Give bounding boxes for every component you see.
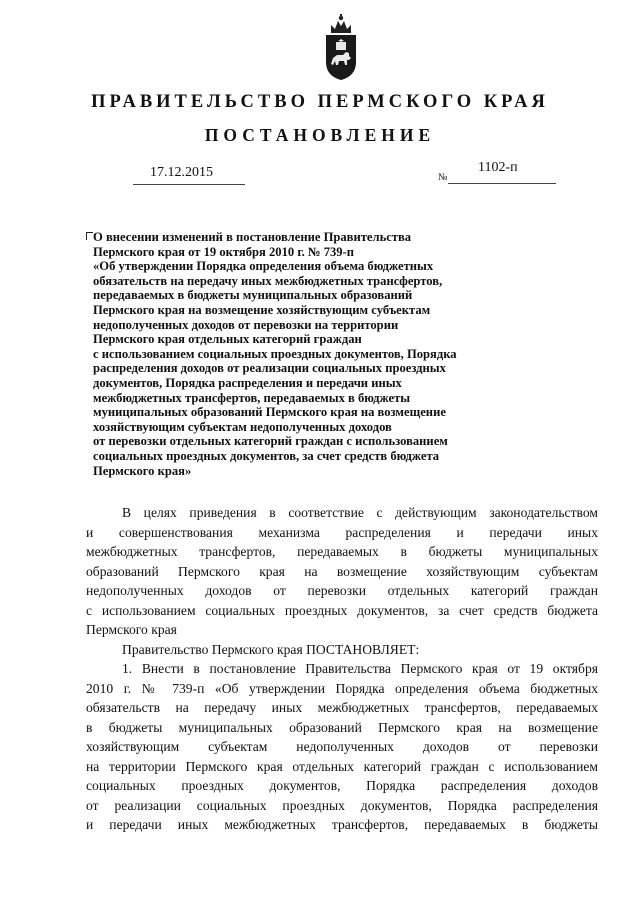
resolves-line: Правительство Пермского края ПОСТАНОВЛЯЕТ:: [122, 641, 420, 657]
subject-line: Пермского края на возмещение хозяйствующим субъектам: [93, 302, 431, 317]
subject-line: распределения доходов от реализации социальных проездных: [93, 361, 446, 376]
subject-line: О внесении изменений в постановление Правительства: [93, 230, 412, 244]
subject-line: Пермского края отдельных категорий граждан: [93, 332, 362, 347]
item1-line: от реализации социальных проездных документов, Порядка распределения: [86, 797, 598, 813]
subject-line: муниципальных образований Пермского края на возмещение: [93, 405, 446, 420]
item1-line: хозяйствующим субъектам недополученных доходов от перевозки: [86, 739, 598, 754]
subject-line: Пермского края от 19 октября 2010 г. № 739-п: [93, 244, 355, 259]
document-type-title: ПОСТАНОВЛЕНИЕ: [204, 125, 436, 145]
subject-line: с использованием социальных проездных документов, Порядка: [93, 346, 457, 361]
subject-line: недополученных доходов от перевозки на территории: [93, 317, 399, 332]
preamble-line: образований Пермского края на возмещение хозяйствующим субъектам: [86, 563, 598, 579]
subject-line: от перевозки отдельных категорий граждан с использованием: [93, 434, 448, 449]
subject-line: социальных проездных документов, за счет средств бюджета: [93, 448, 440, 463]
subject-corner-mark: [86, 232, 93, 240]
item1-line: в бюджеты муниципальных образований Пермского края на возмещение: [86, 719, 598, 735]
preamble-line: и совершенствования механизма распределения и передачи иных: [86, 524, 598, 540]
government-title: ПРАВИТЕЛЬСТВО ПЕРМСКОГО КРАЯ: [91, 92, 549, 112]
number-sign: №: [438, 172, 448, 183]
preamble-line: межбюджетных трансфертов, передаваемых в бюджеты муниципальных: [86, 544, 598, 559]
subject-line: «Об утверждении Порядка определения объема бюджетных: [93, 259, 434, 274]
subject-line: межбюджетных трансфертов, передаваемых в бюджеты: [93, 390, 411, 405]
item1-line: и передачи иных межбюджетных трансфертов, передаваемых в бюджеты: [86, 817, 598, 832]
preamble-line: Пермского края: [86, 622, 177, 637]
item1-line: обязательств на передачу иных межбюджетных трансфертов, передаваемых: [86, 700, 598, 715]
subject-line: обязательств на передачу иных межбюджетных трансфертов,: [93, 273, 443, 288]
document-subject: [93, 230, 523, 478]
document-date: 17.12.2015: [150, 165, 213, 180]
document-body: [86, 503, 598, 835]
subject-line: хозяйствующим субъектам недополученных доходов: [93, 419, 392, 434]
item1-line: 1. Внести в постановление Правительства Пермского края от 19 октября: [122, 661, 598, 676]
perm-krai-coat-of-arms-icon: [322, 12, 360, 82]
number-underline: [448, 183, 556, 184]
subject-line: Пермского края»: [93, 463, 192, 478]
item1-line: 2010 г. № 739-п «Об утверждении Порядка определения объема бюджетных: [86, 680, 598, 696]
subject-line: документов, Порядка распределения и передачи иных: [93, 375, 402, 390]
preamble-line: В целях приведения в соответствие с действующим законодательством: [122, 505, 598, 520]
subject-line: передаваемых в бюджеты муниципальных образований: [93, 288, 413, 303]
preamble-line: с использованием социальных проездных документов, за счет средств бюджета: [86, 602, 598, 618]
date-underline: [133, 184, 245, 185]
preamble-line: недополученных доходов от перевозки отдельных категорий граждан: [86, 583, 598, 598]
document-number: 1102-п: [478, 160, 518, 175]
item1-line: на территории Пермского края отдельных категорий граждан с использованием: [86, 758, 598, 774]
item1-line: социальных проездных документов, Порядка распределения доходов: [86, 778, 598, 793]
